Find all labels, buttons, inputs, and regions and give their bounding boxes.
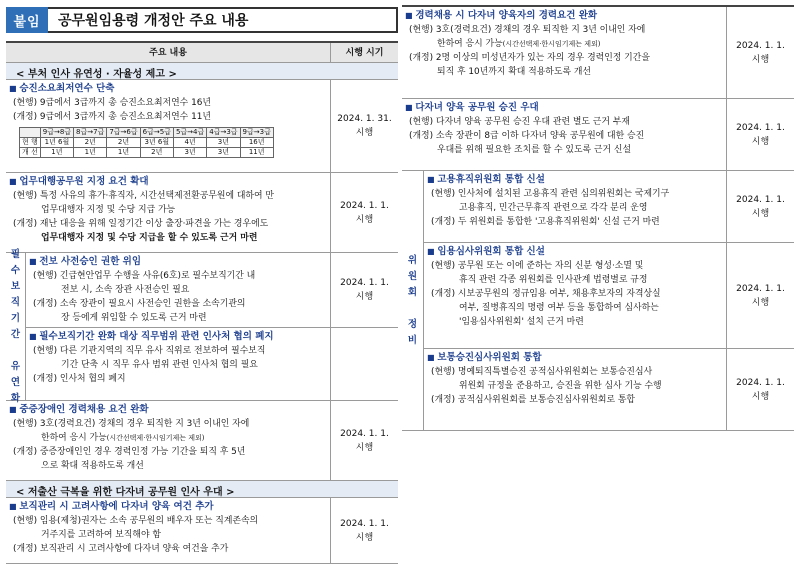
item-posting-consideration bbox=[6, 498, 398, 564]
revised-text-cont: 업무대행자 지정 및 수당 지급을 할 수 있도록 근거 마련 bbox=[41, 233, 258, 243]
effective-date: 2024. 1. 1. 시행 bbox=[736, 194, 785, 219]
section-multichild: < 저출산 극복을 위한 다자녀 공무원 인사 우대 > bbox=[6, 481, 398, 498]
current-text-cont: 한하여 응시 가능 bbox=[41, 433, 107, 443]
item-title: ■ 필수보직기간 완화 대상 직무범위 관련 인사처 협의 폐지 bbox=[29, 330, 327, 344]
effective-date: 2024. 1. 1. 시행 bbox=[340, 200, 389, 225]
current-text-cont: 전보 시, 소속 장관 사전승인 필요 bbox=[61, 285, 190, 295]
revised-text-cont: 으로 확대 적용하도록 개선 bbox=[41, 461, 144, 471]
revised-text: (개정) 소속 장관이 필요시 사전승인 권한을 소속기관의 bbox=[33, 299, 246, 309]
cell: 2년 bbox=[74, 138, 107, 148]
effective-date: 2024. 1. 1. 시행 bbox=[736, 122, 785, 147]
cell: 5급→4급 bbox=[173, 128, 206, 138]
current-text-cont: 위원회 규정을 준용하고, 승진을 위한 심사 기능 수행 bbox=[459, 381, 662, 391]
cell: 7급→6급 bbox=[107, 128, 140, 138]
revised-text-cont2: '임용심사위원회' 설치 근거 마련 bbox=[459, 317, 584, 327]
cell: 3년 bbox=[207, 138, 240, 148]
col-date-header: 시행 시기 bbox=[331, 43, 398, 62]
cell: 1년 bbox=[74, 148, 107, 158]
current-text: (현행) 임용(제청)권자는 소속 공무원의 배우자 또는 직계존속의 bbox=[13, 516, 259, 526]
current-text-cont: 기간 단축 시 직무 유사 범위 관련 인사처 협의 필요 bbox=[61, 360, 258, 370]
item-disabled-hiring bbox=[6, 401, 398, 481]
current-text: (현행) 공무원 또는 이에 준하는 자의 신분 형성·소멸 및 bbox=[431, 261, 644, 271]
page-title: 공무원임용령 개정안 주요 내용 bbox=[48, 7, 398, 33]
item-title: ■ 전보 사전승인 권한 위임 bbox=[29, 255, 327, 269]
cell bbox=[20, 128, 41, 138]
item-acting-official bbox=[6, 173, 398, 253]
current-text-cont: 한하여 응시 가능 bbox=[437, 39, 503, 49]
effective-date: 2024. 1. 31. 시행 bbox=[337, 114, 392, 138]
current-text-cont: 업무대행자 지정 및 수당 지급 가능 bbox=[41, 205, 176, 215]
revised-text-cont: 장 등에게 위임할 수 있도록 근거 마련 bbox=[61, 313, 207, 323]
item-multichild-hiring bbox=[402, 7, 794, 99]
effective-date: 2024. 1. 1. 시행 bbox=[736, 40, 785, 65]
mini-table-current bbox=[20, 138, 274, 148]
cell: 9급→3급 bbox=[240, 128, 273, 138]
item-title: ■ 고용휴직위원회 통합 신설 bbox=[427, 173, 723, 187]
effective-date: 2024. 1. 1. 시행 bbox=[340, 278, 389, 302]
cell: 4년 bbox=[173, 138, 206, 148]
group-mandatory-period bbox=[6, 248, 398, 404]
current-text-note: (시간선택제·한시임기제는 제외) bbox=[106, 434, 205, 442]
current-text-note: (시간선택제·한시임기제는 제외) bbox=[502, 40, 601, 48]
effective-date: 2024. 1. 1. 시행 bbox=[736, 283, 785, 308]
cell: 11년 bbox=[240, 148, 273, 158]
revised-text: (개정) 시보공무원의 정규임용 여부, 채용후보자의 자격상실 bbox=[431, 289, 661, 299]
revised-text-cont: 우대를 위해 필요한 조치를 할 수 있도록 근거 신설 bbox=[437, 145, 632, 155]
cell: 8급→7급 bbox=[74, 128, 107, 138]
current-text: (현행) 9급에서 3급까지 총 승진소요최저연수 16년 bbox=[13, 98, 211, 108]
current-text: (현행) 긴급현안업무 수행을 사유(6호)로 필수보직기간 내 bbox=[33, 271, 256, 281]
cell: 개 선 bbox=[20, 148, 41, 158]
attachment-badge: 붙임 bbox=[6, 7, 48, 33]
revised-text: (개정) 인사처 협의 폐지 bbox=[33, 374, 126, 384]
cell: 2년 bbox=[107, 138, 140, 148]
current-text: (현행) 3호(경력요건) 경채의 경우 퇴직한 지 3년 이내인 자에 bbox=[13, 419, 250, 429]
page-header bbox=[6, 7, 398, 33]
revised-text: (개정) 보직관리 시 고려사항에 다자녀 양육 여건을 추가 bbox=[13, 544, 229, 554]
current-text-cont: 거주지를 고려하여 보직해야 함 bbox=[41, 530, 161, 540]
current-text: (현행) 다자녀 양육 공무원 승진 우대 관련 별도 근거 부재 bbox=[409, 117, 630, 127]
cell: 현 행 bbox=[20, 138, 41, 148]
revised-text-cont: 퇴직 후 10년까지 확대 적용하도록 개선 bbox=[437, 67, 591, 77]
revised-text: (개정) 두 위원회를 통합한 '고용휴직위원회' 신설 근거 마련 bbox=[431, 217, 660, 227]
current-text-cont: 고용휴직, 민간근무휴직 관련으로 각각 분리 운영 bbox=[459, 203, 648, 213]
effective-date: 2024. 1. 1. 시행 bbox=[340, 518, 389, 543]
current-text-cont: 휴직 관련 각종 위원회를 인사관계 법령별로 규정 bbox=[459, 275, 648, 285]
cell: 16년 bbox=[240, 138, 273, 148]
item-title: ■ 보직관리 시 고려사항에 다자녀 양육 여건 추가 bbox=[9, 500, 327, 514]
cell: 6급→5급 bbox=[140, 128, 173, 138]
revised-text-cont: 여부, 질병휴직의 명령 여부 등을 통합하여 심사하는 bbox=[459, 303, 659, 313]
current-text: (현행) 특정 사유의 휴가·휴직자, 시간선택제전환공무원에 대하여 만 bbox=[13, 191, 274, 201]
cell: 3년 bbox=[207, 148, 240, 158]
revised-text: (개정) 재난 대응을 위해 일정기간 이상 출장·파견을 가는 경우에도 bbox=[13, 219, 269, 229]
cell: 3년 6월 bbox=[140, 138, 173, 148]
group-label-mandatory-period: 필 수 보 직 기 간 유 연 화 bbox=[6, 253, 26, 400]
item-title: ■ 중증장애인 경력채용 요건 완화 bbox=[9, 403, 327, 417]
cell: 1년 6월 bbox=[40, 138, 73, 148]
group-committees bbox=[402, 171, 794, 431]
item-title: ■ 보통승진심사위원회 통합 bbox=[427, 351, 723, 365]
section-flexibility: < 부처 인사 유연성 · 자율성 제고 > bbox=[6, 63, 398, 80]
cell: 3년 bbox=[173, 148, 206, 158]
item-multichild-promotion bbox=[402, 99, 794, 171]
promotion-years-table bbox=[19, 127, 274, 158]
cell: 9급→8급 bbox=[40, 128, 73, 138]
cell: 1년 bbox=[40, 148, 73, 158]
cell: 2년 bbox=[140, 148, 173, 158]
revised-text: (개정) 9급에서 3급까지 총 승진소요최저연수 11년 bbox=[13, 112, 211, 122]
item-title: ■ 다자녀 양육 공무원 승진 우대 bbox=[405, 101, 723, 115]
revised-text: (개정) 소속 장관이 8급 이하 다자녀 양육 공무원에 대한 승진 bbox=[409, 131, 645, 141]
current-text: (현행) 인사처에 설치된 고용휴직 관련 심의위원회는 국제기구 bbox=[431, 189, 670, 199]
effective-date: 2024. 1. 1. 시행 bbox=[736, 377, 785, 402]
item-title: ■ 업무대행공무원 지정 요건 확대 bbox=[9, 175, 327, 189]
revised-text: (개정) 중증장애인인 경우 경력인정 가능 기간을 퇴직 후 5년 bbox=[13, 447, 246, 457]
cell: 4급→3급 bbox=[207, 128, 240, 138]
col-content-header: 주요 내용 bbox=[6, 43, 331, 62]
mini-table-revised bbox=[20, 148, 274, 158]
item-title: ■ 승진소요최저연수 단축 bbox=[9, 82, 327, 96]
revised-text: (개정) 공적심사위원회를 보통승진심사위원회로 통합 bbox=[431, 395, 635, 405]
item-title: ■ 임용심사위원회 통합 신설 bbox=[427, 245, 723, 259]
mini-table-head bbox=[20, 128, 274, 138]
current-text: (현행) 명예퇴직특별승진 공적심사위원회는 보통승진심사 bbox=[431, 367, 653, 377]
item-title: ■ 경력채용 시 다자녀 양육자의 경력요건 완화 bbox=[405, 9, 723, 23]
left-table bbox=[6, 41, 398, 564]
right-table bbox=[402, 5, 794, 431]
group-label-committees: 위 원 회 정 비 bbox=[402, 171, 424, 430]
cell: 1년 bbox=[107, 148, 140, 158]
effective-date: 2024. 1. 1. 시행 bbox=[340, 428, 389, 453]
revised-text: (개정) 2명 이상의 미성년자가 있는 자의 경우 경력인정 기간을 bbox=[409, 53, 650, 63]
current-text: (현행) 3호(경력요건) 경채의 경우 퇴직한 지 3년 이내인 자에 bbox=[409, 25, 646, 35]
item-promotion-years bbox=[6, 80, 398, 173]
current-text: (현행) 다른 기관지역의 직무 유사 직위로 전보하여 필수보직 bbox=[33, 346, 266, 356]
